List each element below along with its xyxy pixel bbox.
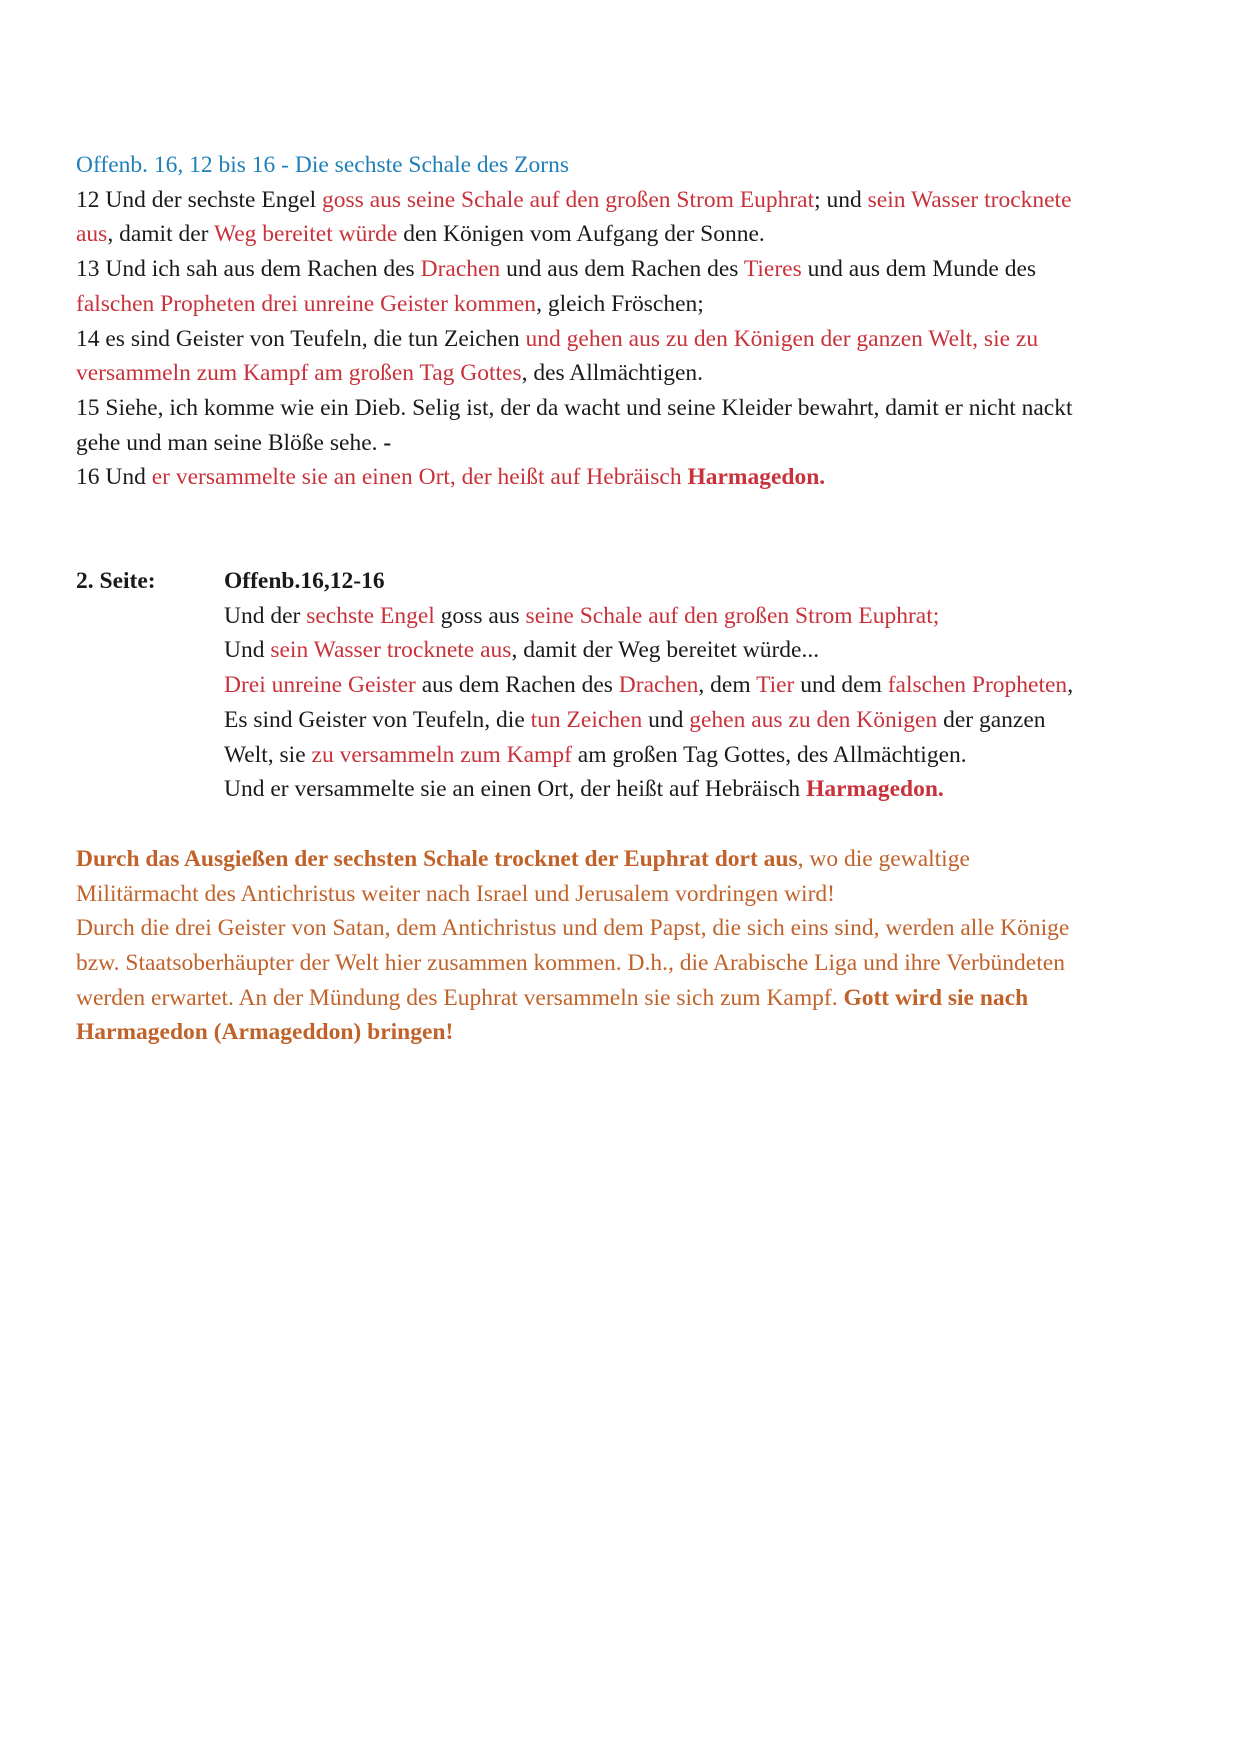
verse-line [76,183,1166,218]
verse-line [76,252,1166,287]
text-run: Drei unreine Geister [224,672,416,699]
verse-line [76,217,1166,252]
text-run: er versammelte sie an einen Ort, der heißt auf Hebräisch [151,464,688,491]
text-run: werden erwartet. An der Mündung des Euphrat versammeln sie sich zum Kampf. [76,984,844,1011]
summary-line [224,703,1166,738]
summary-reference: Offenb.16,12-16 [224,568,385,595]
text-run: sein Wasser trocknete aus [270,637,512,664]
text-run: am großen Tag Gottes, des Allmächtigen. [571,741,967,768]
summary-line [224,599,1166,634]
commentary-line [76,877,1166,912]
text-run: gehe und man seine Blöße sehe. [76,429,384,456]
text-run: Und der [224,602,307,629]
text-run: aus [76,221,108,248]
text-run: Drachen [618,672,699,699]
text-run: und [642,706,690,733]
commentary-line [76,911,1166,946]
text-run: Harmagedon (Armageddon) bringen! [76,1019,454,1046]
summary-label: 2. Seite: [76,568,156,595]
text-run: tun Zeichen [530,706,643,733]
text-run: 13 Und ich sah aus dem Rachen des [76,256,421,283]
text-run: Gott wird sie nach [843,984,1029,1011]
text-run: seine Schale auf den großen Strom Euphrat; [525,602,940,629]
summary-lines [76,599,1166,807]
summary-line [224,772,1166,807]
text-run: 15 Siehe, ich komme wie ein Dieb. Selig ist, der da wacht und seine Kleider bewahrt, damit er nicht nackt [76,394,1073,421]
text-run: Tieres [743,256,802,283]
text-run: Welt, sie [224,741,312,768]
text-run: sechste Engel [306,602,435,629]
text-run: , dem [698,672,757,699]
text-run: und aus dem Munde des [801,256,1037,283]
verse-line [76,426,1166,461]
verse-line [76,322,1166,357]
text-run: der ganzen [937,706,1046,733]
commentary-line [76,1015,1166,1050]
text-run: und aus dem Rachen des [500,256,744,283]
summary-line [224,633,1166,668]
text-run: den Königen vom Aufgang der Sonne. [397,221,765,248]
text-run: Tier [756,672,795,699]
summary-line [224,668,1166,703]
verse-line [76,287,1166,322]
text-run: bzw. Staatsoberhäupter der Welt hier zusammen kommen. D.h., die Arabische Liga und ihre Verbündeten [76,950,1065,977]
text-run: aus dem Rachen des [415,672,619,699]
text-run: goss aus seine Schale auf den großen Strom Euphrat [322,186,815,213]
text-run: Militärmacht des Antichristus weiter nach Israel und Jerusalem vordringen wird! [76,880,835,907]
summary-header [76,564,1166,599]
text-run: goss aus [434,602,526,629]
text-run: falschen Propheten [887,672,1068,699]
text-run: und gehen aus zu den Königen der ganzen Welt, sie zu [525,325,1039,352]
text-run: , gleich Fröschen; [536,290,704,317]
document-page [76,148,1166,1050]
text-run: Durch das Ausgießen der sechsten Schale trocknet der Euphrat dort aus [76,845,798,872]
summary-line [224,738,1166,773]
text-run: , damit der Weg bereitet würde... [511,637,820,664]
verse-line [76,391,1166,426]
verse-block [76,183,1166,495]
verse-line [76,356,1166,391]
text-run: Drachen [420,256,501,283]
text-run: , damit der [107,221,214,248]
text-run: zu versammeln zum Kampf [311,741,572,768]
section-heading: Offenb. 16, 12 bis 16 - Die sechste Schale des Zorns [76,152,569,178]
text-run: Durch die drei Geister von Satan, dem Antichristus und dem Papst, die sich eins sind, werden alle Könige [76,915,1070,942]
text-run: sein Wasser trocknete [867,186,1072,213]
text-run: falschen Propheten drei unreine Geister kommen [76,290,537,317]
text-run: versammeln zum Kampf am großen Tag Gottes [76,360,522,387]
summary-section [76,564,1166,807]
text-run: 16 Und [76,464,152,491]
commentary-line [76,842,1166,877]
text-run: Und [224,637,271,664]
text-run: , wo die gewaltige [797,845,970,872]
text-run: Es sind Geister von Teufeln, die [224,706,531,733]
commentary-line [76,981,1166,1016]
text-run: Harmagedon. [687,464,826,491]
text-run: gehen aus zu den Königen [689,706,938,733]
commentary-line [76,946,1166,981]
text-run: , des Allmächtigen. [521,360,704,387]
text-run: Weg bereitet würde [213,221,398,248]
text-run: ; und [814,186,868,213]
text-run: 14 es sind Geister von Teufeln, die tun Zeichen [76,325,526,352]
text-run: - [383,429,392,456]
text-run: und dem [794,672,888,699]
commentary-block [76,842,1166,1050]
text-run: 12 Und der sechste Engel [76,186,323,213]
text-run: Harmagedon. [806,776,944,803]
text-run: Und er versammelte sie an einen Ort, der heißt auf Hebräisch [224,776,807,803]
verse-line [76,460,1166,495]
text-run: , [1067,672,1074,699]
